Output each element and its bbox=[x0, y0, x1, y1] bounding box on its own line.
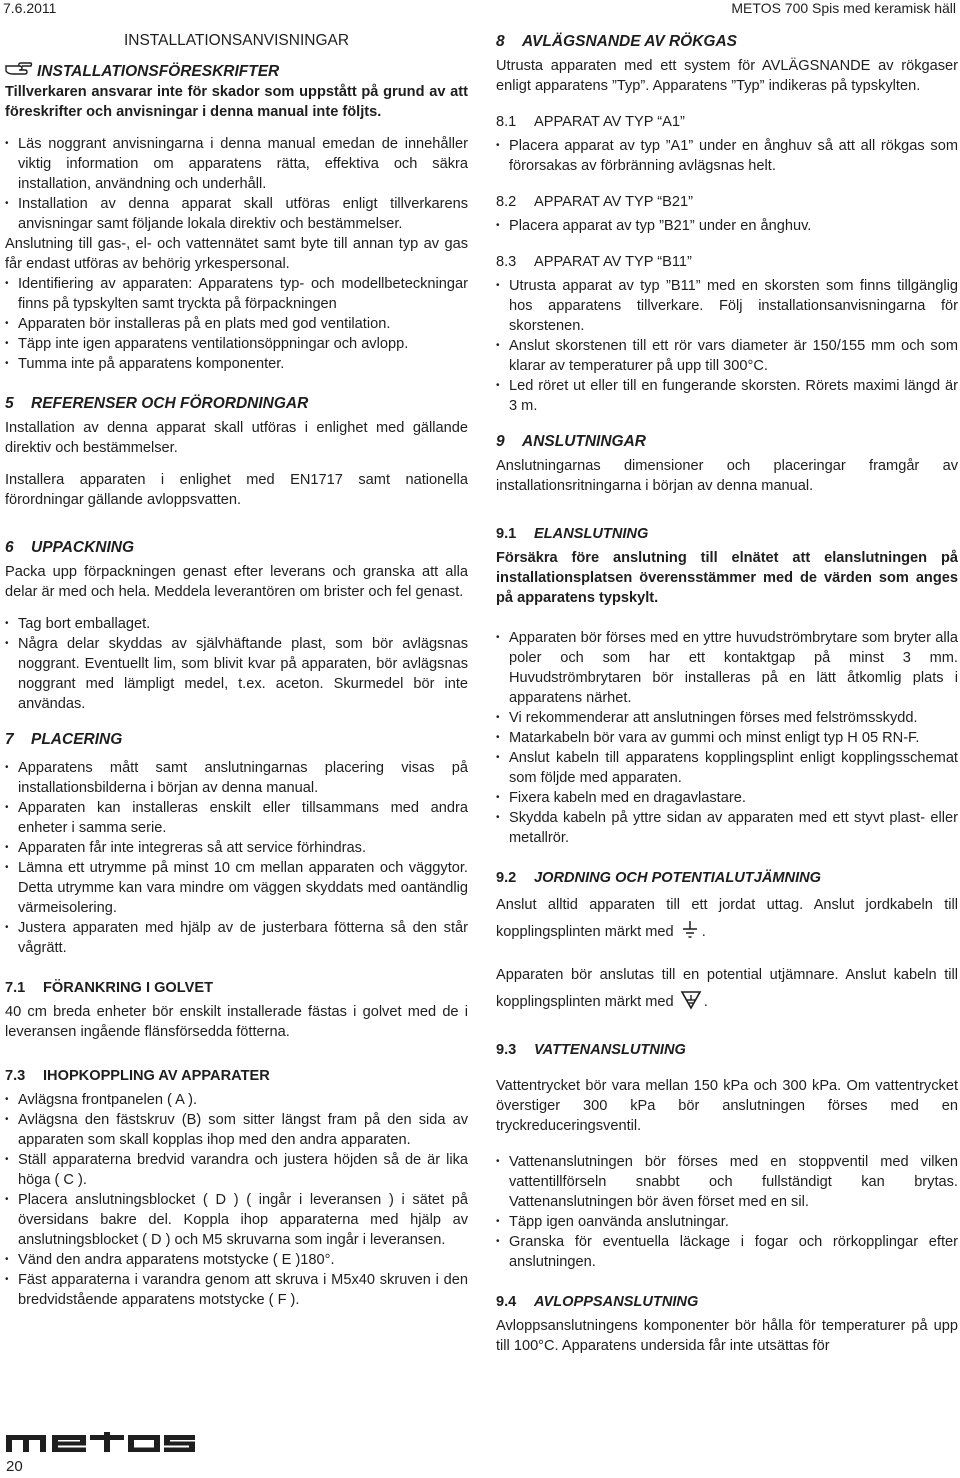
section-9-4-p1: Avloppsanslutningens komponenter bör hålla för temperaturer på upp till 100°C. Apparatens undersida får inte utsättas för bbox=[496, 1318, 958, 1354]
section-7-1-heading: 7.1 FÖRANKRING I GOLVET bbox=[5, 980, 213, 997]
section-8-3-list bbox=[496, 276, 958, 416]
regs-list-1 bbox=[5, 134, 468, 234]
section-8-1-list bbox=[496, 136, 958, 176]
section-5-p2: Installera apparaten i enlighet med EN1717 samt nationella förordningar gällande avloppsvatten. bbox=[5, 472, 468, 509]
list-item: • Ställ apparaterna bredvid varandra och justera höjden så de är lika höga ( C ). bbox=[5, 1150, 468, 1190]
list-item: • Justera apparaten med hjälp av de justerbara fötterna så den står vågrätt. bbox=[5, 918, 468, 958]
section-8-3-heading: 8.3 APPARAT AV TYP “B11” bbox=[496, 254, 692, 270]
list-item: • Vi rekommenderar att anslutningen förses med felströmsskydd. bbox=[496, 708, 958, 728]
header-model: METOS 700 Spis med keramisk häll bbox=[731, 0, 956, 16]
regs-intro: Tillverkaren ansvarar inte för skador som uppstått på grund av att föreskrifter och anvisningar i denna manual inte följts. bbox=[5, 84, 468, 121]
section-9-3-list bbox=[496, 1152, 958, 1272]
list-item: • Täpp igen oanvända anslutningar. bbox=[496, 1212, 958, 1232]
list-item: • Identifiering av apparaten: Apparatens typ- och modellbeteckningar finns på typskylten samt tryckta på förpackningen bbox=[5, 274, 468, 314]
page-title: INSTALLATIONSANVISNINGAR bbox=[123, 32, 350, 49]
regs-list-2 bbox=[5, 274, 468, 374]
list-item: • Apparaten kan installeras enskilt eller tillsammans med andra enheter i samma serie. bbox=[5, 798, 468, 838]
section-8-2-list bbox=[496, 216, 958, 236]
right-column bbox=[496, 32, 958, 1356]
list-item: • Avlägsna frontpanelen ( A ). bbox=[5, 1090, 468, 1110]
section-8-p1: Utrusta apparaten med ett system för AVLÄGSNANDE av rökgaser enligt apparatens ”Typ”. Apparatens ”Typ” indikeras på typskylten. bbox=[496, 58, 958, 94]
list-item: • Utrusta apparat av typ ”B11” med en skorsten som finns tillgänglig hos apparatens tillverkare. Följ installationsanvisningarna för skorstenen. bbox=[496, 276, 958, 336]
list-item: • Led röret ut eller till en fungerande skorsten. Rörets maximi längd är 3 m. bbox=[496, 376, 958, 416]
section-9-4-heading: 9.4 AVLOPPSANSLUTNING bbox=[496, 1294, 699, 1310]
section-9-3-heading: 9.3 VATTENANSLUTNING bbox=[496, 1042, 686, 1058]
list-item: • Tag bort emballaget. bbox=[5, 614, 468, 634]
list-item: • Vänd den andra apparatens motstycke ( E )180°. bbox=[5, 1250, 468, 1270]
section-5-p1: Installation av denna apparat skall utföras i enlighet med gällande direktiv och bestämmelser. bbox=[5, 420, 468, 457]
section-8-1-heading: 8.1 APPARAT AV TYP “A1” bbox=[496, 114, 685, 130]
list-item: • Anslut skorstenen till ett rör vars diameter är 150/155 mm och som klarar av temperaturer på upp till 300°C. bbox=[496, 336, 958, 376]
list-item: • Skydda kabeln på yttre sidan av apparaten med ett styvt plast- eller metallrör. bbox=[496, 808, 958, 848]
list-item: • Installation av denna apparat skall utföras enligt tillverkarens anvisningar samt följande lokala direktiv och bestämmelser. bbox=[5, 194, 468, 234]
list-item: • Avlägsna den fästskruv (B) som sitter längst fram på den sida av apparaten som skall kopplas ihop med den andra apparaten. bbox=[5, 1110, 468, 1150]
left-column bbox=[5, 32, 468, 1310]
list-item: • Anslut kabeln till apparatens kopplingsplint enligt kopplingsschemat som följde med apparaten. bbox=[496, 748, 958, 788]
section-9-3-p1: Vattentrycket bör vara mellan 150 kPa och 300 kPa. Om vattentrycket överstiger 300 kPa bör anslutningen förses med en tryckreduceringsventil. bbox=[496, 1078, 958, 1134]
section-8-heading: 8 AVLÄGSNANDE AV RÖKGAS bbox=[496, 33, 738, 50]
section-8-2-heading: 8.2 APPARAT AV TYP “B21” bbox=[496, 194, 693, 210]
section-6-list bbox=[5, 614, 468, 714]
header-date: 7.6.2011 bbox=[3, 0, 57, 16]
section-9-1-heading: 9.1 ELANSLUTNING bbox=[496, 526, 649, 542]
list-item: • Fixera kabeln med en dragavlastare. bbox=[496, 788, 958, 808]
list-item: • Lämna ett utrymme på minst 10 cm mellan apparaten och väggytor. Detta utrymme kan vara mindre om väggen skyddats med oantändlig värmeisolering. bbox=[5, 858, 468, 918]
list-item: • Matarkabeln bör vara av gummi och minst enligt typ H 05 RN-F. bbox=[496, 728, 958, 748]
section-7-1-p1: 40 cm breda enheter bör enskilt installerade fästas i golvet med de i leveransen ingående flänsförsedda fötterna. bbox=[5, 1004, 468, 1041]
section-5-heading: 5 REFERENSER OCH FÖRORDNINGAR bbox=[5, 395, 309, 413]
list-item: • Granska för eventuella läckage i fogar och rörkopplingar efter anslutningen. bbox=[496, 1232, 958, 1272]
section-9-p1: Anslutningarnas dimensioner och placeringar framgår av installationsritningarna i början av denna manual. bbox=[496, 458, 958, 494]
list-item: • Apparaten bör förses med en yttre huvudströmbrytare som bryter alla poler och som har ett kontaktgap på minst 3 mm. Huvudströmbrytaren bör installeras på en lätt åtkomlig plats i apparatens närhet. bbox=[496, 628, 958, 708]
list-item: • Vattenanslutningen bör förses med en stoppventil med vilken vattentillförseln snabbt och fullständigt kan brytas. Vattenanslutningen bör även förset med en sil. bbox=[496, 1152, 958, 1212]
section-7-list bbox=[5, 758, 468, 958]
section-6-heading: 6 UPPACKNING bbox=[5, 539, 135, 557]
list-item: • Fäst apparaterna i varandra genom att skruva i M5x40 skruven i den bredvidstående apparatens motstycke ( F ). bbox=[5, 1270, 468, 1310]
section-9-2-heading: 9.2 JORDNING OCH POTENTIALUTJÄMNING bbox=[496, 870, 822, 886]
page-number: 20 bbox=[6, 1458, 23, 1475]
metos-logo bbox=[6, 1432, 196, 1458]
equipotential-symbol-icon bbox=[680, 990, 702, 1020]
section-6-p1: Packa upp förpackningen genast efter leverans och granska att alla delar är med och hela. Meddela leverantören om brister och fel genast. bbox=[5, 564, 468, 601]
section-9-1-list bbox=[496, 628, 958, 848]
list-item: • Apparaten bör installeras på en plats med god ventilation. bbox=[5, 314, 468, 334]
section-9-1-p1: Försäkra före anslutning till elnätet att elanslutningen på installationsplatsen överensstämmer med de värden som anges på apparatens typskylt. bbox=[496, 550, 958, 606]
section-9-2-p2: Apparaten bör anslutas till en potential utjämnare. Anslut kabeln till kopplingsplinten märkt med . bbox=[496, 962, 958, 1020]
section-7-3-heading: 7.3 IHOPKOPPLING AV APPARATER bbox=[5, 1068, 270, 1085]
ground-symbol-icon bbox=[680, 920, 700, 950]
regs-paragraph: Anslutning till gas-, el- och vattennätet samt byte till annan typ av gas får endast utföras av behörig yrkespersonal. bbox=[5, 236, 468, 273]
list-item: • Läs noggrant anvisningarna i denna manual emedan de innehåller viktig information om apparatens rätta, effektiva och säkra installation, användning och underhåll. bbox=[5, 134, 468, 194]
regs-heading: INSTALLATIONSFÖRESKRIFTER bbox=[5, 62, 468, 82]
list-item: • Placera apparat av typ ”A1” under en ånghuv så att all rökgas som förorsakas av förbränning avlägsnas helt. bbox=[496, 136, 958, 176]
pointing-hand-icon bbox=[5, 62, 33, 82]
section-9-heading: 9 ANSLUTNINGAR bbox=[496, 433, 646, 450]
list-item: • Apparaten får inte integreras så att service förhindras. bbox=[5, 838, 468, 858]
list-item: • Placera anslutningsblocket ( D ) ( ingår i leveransen ) i sätet på översidans bakre del. Koppla ihop apparaterna med hjälp av anslutningsblocket ( D ) och M5 skruvarna som ingår i leveransen. bbox=[5, 1190, 468, 1250]
list-item: • Placera apparat av typ ”B21” under en ånghuv. bbox=[496, 216, 958, 236]
list-item: • Apparatens mått samt anslutningarnas placering visas på installationsbilderna i början av denna manual. bbox=[5, 758, 468, 798]
list-item: • Tumma inte på apparatens komponenter. bbox=[5, 354, 468, 374]
section-7-3-list bbox=[5, 1090, 468, 1310]
list-item: • Täpp inte igen apparatens ventilationsöppningar och avlopp. bbox=[5, 334, 468, 354]
section-9-2-p1: Anslut alltid apparaten till ett jordat uttag. Anslut jordkabeln till kopplingsplinten märkt med . bbox=[496, 892, 958, 950]
list-item: • Några delar skyddas av självhäftande plast, som bör avlägsnas noggrant. Eventuellt lim, som blivit kvar på apparaten, bör avlägsnas noggrant med lämpligt medel, t.ex. aceton. Skurmedel bör inte användas. bbox=[5, 634, 468, 714]
section-7-heading: 7 PLACERING bbox=[5, 731, 123, 749]
